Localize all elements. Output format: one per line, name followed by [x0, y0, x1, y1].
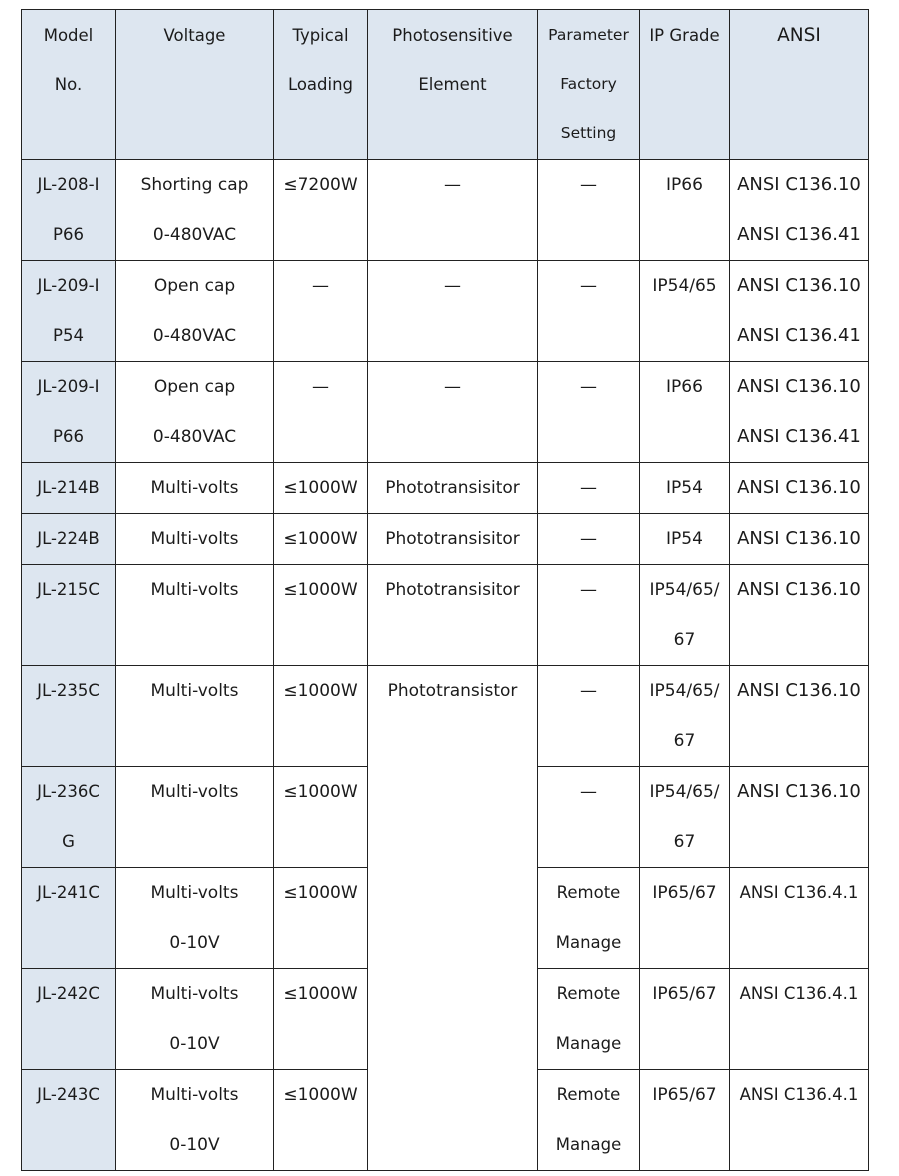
header-voltage: Voltage — [116, 10, 274, 160]
cell-param: — — [538, 666, 640, 767]
cell-voltage: Shorting cap 0-480VAC — [116, 160, 274, 261]
cell-loading: ≤1000W — [274, 565, 368, 666]
cell-ip: IP65/67 — [640, 969, 730, 1070]
cell-model: JL-242C — [22, 969, 116, 1070]
cell-voltage: Open cap 0-480VAC — [116, 362, 274, 463]
table-row — [22, 666, 869, 767]
table-row — [22, 261, 869, 362]
cell-element: Phototransisitor — [368, 463, 538, 514]
cell-voltage: Multi-volts — [116, 565, 274, 666]
cell-voltage: Multi-volts — [116, 514, 274, 565]
cell-ip: IP65/67 — [640, 1070, 730, 1171]
cell-model: JL-208-I P66 — [22, 160, 116, 261]
header-element: Photosensitive Element — [368, 10, 538, 160]
cell-element-merged: Phototransistor — [368, 666, 538, 1171]
cell-param: — — [538, 362, 640, 463]
cell-model: JL-215C — [22, 565, 116, 666]
cell-voltage: Open cap 0-480VAC — [116, 261, 274, 362]
cell-ip: IP54 — [640, 514, 730, 565]
table-row — [22, 514, 869, 565]
cell-model: JL-235C — [22, 666, 116, 767]
cell-loading: ≤1000W — [274, 969, 368, 1070]
cell-ip: IP54/65/ 67 — [640, 767, 730, 868]
cell-model: JL-224B — [22, 514, 116, 565]
cell-loading: — — [274, 362, 368, 463]
header-ansi: ANSI — [730, 10, 869, 160]
cell-model: JL-214B — [22, 463, 116, 514]
cell-ansi: ANSI C136.4.1 — [730, 969, 869, 1070]
cell-loading: — — [274, 261, 368, 362]
cell-loading: ≤7200W — [274, 160, 368, 261]
cell-element: — — [368, 362, 538, 463]
cell-loading: ≤1000W — [274, 666, 368, 767]
cell-loading: ≤1000W — [274, 868, 368, 969]
table-row — [22, 565, 869, 666]
cell-ansi: ANSI C136.10 — [730, 514, 869, 565]
header-param: Parameter Factory Setting — [538, 10, 640, 160]
cell-model: JL-243C — [22, 1070, 116, 1171]
cell-model: JL-236C G — [22, 767, 116, 868]
table-row — [22, 362, 869, 463]
cell-ansi: ANSI C136.10 — [730, 767, 869, 868]
cell-param: — — [538, 261, 640, 362]
cell-voltage: Multi-volts 0-10V — [116, 868, 274, 969]
cell-ip: IP54/65/ 67 — [640, 565, 730, 666]
cell-param: — — [538, 767, 640, 868]
cell-ip: IP54/65 — [640, 261, 730, 362]
cell-element: Phototransisitor — [368, 565, 538, 666]
header-model: Model No. — [22, 10, 116, 160]
table-row — [22, 160, 869, 261]
cell-voltage: Multi-volts 0-10V — [116, 1070, 274, 1171]
cell-ip: IP66 — [640, 160, 730, 261]
cell-ansi: ANSI C136.10 ANSI C136.41 — [730, 362, 869, 463]
cell-model: JL-241C — [22, 868, 116, 969]
cell-param: — — [538, 160, 640, 261]
cell-voltage: Multi-volts — [116, 463, 274, 514]
cell-ansi: ANSI C136.4.1 — [730, 1070, 869, 1171]
cell-param: Remote Manage — [538, 969, 640, 1070]
cell-ansi: ANSI C136.10 — [730, 565, 869, 666]
cell-model: JL-209-I P54 — [22, 261, 116, 362]
cell-ip: IP66 — [640, 362, 730, 463]
header-row — [22, 10, 869, 160]
cell-param: — — [538, 514, 640, 565]
cell-ansi: ANSI C136.10 — [730, 666, 869, 767]
cell-ansi: ANSI C136.4.1 — [730, 868, 869, 969]
header-ip: IP Grade — [640, 10, 730, 160]
cell-loading: ≤1000W — [274, 463, 368, 514]
cell-param: Remote Manage — [538, 1070, 640, 1171]
cell-loading: ≤1000W — [274, 767, 368, 868]
spec-table — [21, 9, 869, 1171]
cell-loading: ≤1000W — [274, 1070, 368, 1171]
cell-ip: IP65/67 — [640, 868, 730, 969]
cell-ansi: ANSI C136.10 ANSI C136.41 — [730, 160, 869, 261]
cell-loading: ≤1000W — [274, 514, 368, 565]
cell-param: — — [538, 565, 640, 666]
cell-ip: IP54 — [640, 463, 730, 514]
table-row — [22, 463, 869, 514]
cell-voltage: Multi-volts — [116, 767, 274, 868]
cell-ip: IP54/65/ 67 — [640, 666, 730, 767]
cell-param: Remote Manage — [538, 868, 640, 969]
cell-ansi: ANSI C136.10 ANSI C136.41 — [730, 261, 869, 362]
cell-element: — — [368, 261, 538, 362]
cell-voltage: Multi-volts — [116, 666, 274, 767]
cell-model: JL-209-I P66 — [22, 362, 116, 463]
cell-element: Phototransisitor — [368, 514, 538, 565]
cell-param: — — [538, 463, 640, 514]
header-loading: Typical Loading — [274, 10, 368, 160]
cell-element: — — [368, 160, 538, 261]
cell-ansi: ANSI C136.10 — [730, 463, 869, 514]
cell-voltage: Multi-volts 0-10V — [116, 969, 274, 1070]
